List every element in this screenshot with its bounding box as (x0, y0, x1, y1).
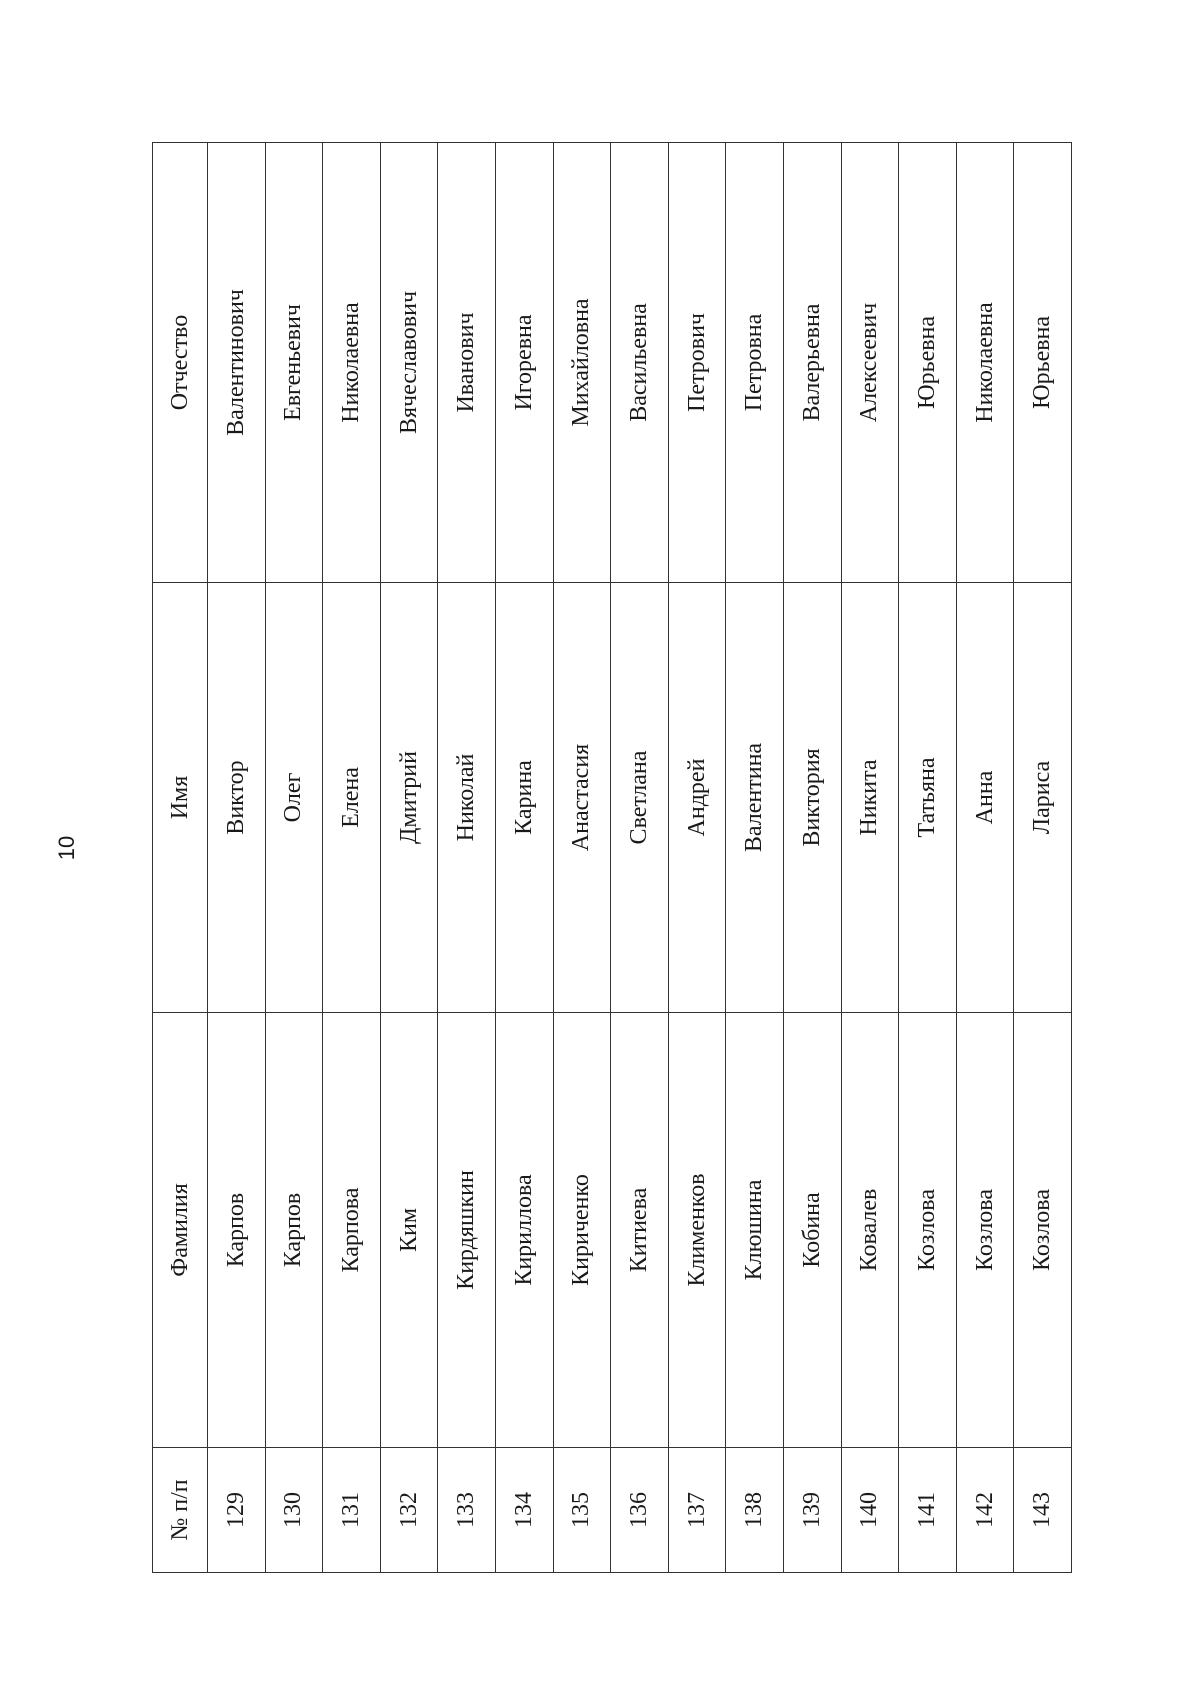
cell-num: 134 (495, 1448, 553, 1573)
register-table (152, 142, 1072, 1573)
header-name: Имя (153, 583, 208, 1013)
cell-surname: Козлова (899, 1013, 957, 1448)
cell-surname: Карпов (208, 1013, 266, 1448)
rotated-table-container (152, 143, 1072, 1573)
cell-num: 133 (438, 1448, 496, 1573)
cell-surname: Кобина (783, 1013, 841, 1448)
cell-name: Виктория (783, 583, 841, 1013)
cell-surname: Козлова (1014, 1013, 1072, 1448)
cell-num: 143 (1014, 1448, 1072, 1573)
cell-name: Валентина (726, 583, 784, 1013)
cell-patronymic: Петрович (668, 143, 726, 583)
cell-name: Андрей (668, 583, 726, 1013)
cell-num: 140 (841, 1448, 899, 1573)
header-row (153, 143, 208, 1573)
cell-surname: Кириченко (553, 1013, 611, 1448)
cell-patronymic: Юрьевна (1014, 143, 1072, 583)
cell-num: 130 (265, 1448, 323, 1573)
cell-patronymic: Юрьевна (899, 143, 957, 583)
table-row (783, 143, 841, 1573)
cell-patronymic: Игоревна (495, 143, 553, 583)
cell-surname: Ким (380, 1013, 438, 1448)
table-header (153, 143, 208, 1573)
cell-surname: Китиева (611, 1013, 669, 1448)
header-patronymic: Отчество (153, 143, 208, 583)
cell-name: Карина (495, 583, 553, 1013)
cell-num: 139 (783, 1448, 841, 1573)
cell-patronymic: Валерьевна (783, 143, 841, 583)
cell-num: 131 (323, 1448, 381, 1573)
cell-surname: Козлова (956, 1013, 1014, 1448)
header-num: № п/п (153, 1448, 208, 1573)
table-body (208, 143, 1072, 1573)
cell-num: 132 (380, 1448, 438, 1573)
cell-surname: Кирдяшкин (438, 1013, 496, 1448)
cell-surname: Кириллова (495, 1013, 553, 1448)
cell-surname: Ковалев (841, 1013, 899, 1448)
cell-patronymic: Вячеславович (380, 143, 438, 583)
table-row (380, 143, 438, 1573)
cell-name: Олег (265, 583, 323, 1013)
cell-patronymic: Николаевна (956, 143, 1014, 583)
table-row (668, 143, 726, 1573)
cell-surname: Карпова (323, 1013, 381, 1448)
cell-name: Анна (956, 583, 1014, 1013)
table-row (553, 143, 611, 1573)
table-row (899, 143, 957, 1573)
cell-surname: Клюшина (726, 1013, 784, 1448)
table-row (841, 143, 899, 1573)
cell-num: 129 (208, 1448, 266, 1573)
cell-name: Лариса (1014, 583, 1072, 1013)
cell-num: 142 (956, 1448, 1014, 1573)
table-row (726, 143, 784, 1573)
cell-name: Никита (841, 583, 899, 1013)
table-row (323, 143, 381, 1573)
cell-num: 135 (553, 1448, 611, 1573)
cell-patronymic: Алексеевич (841, 143, 899, 583)
cell-patronymic: Николаевна (323, 143, 381, 583)
table-row (265, 143, 323, 1573)
table-row (1014, 143, 1072, 1573)
cell-patronymic: Михайловна (553, 143, 611, 583)
cell-name: Елена (323, 583, 381, 1013)
cell-name: Виктор (208, 583, 266, 1013)
page-number: 10 (54, 835, 79, 861)
cell-name: Татьяна (899, 583, 957, 1013)
table-row (208, 143, 266, 1573)
cell-patronymic: Васильевна (611, 143, 669, 583)
cell-name: Дмитрий (380, 583, 438, 1013)
cell-num: 137 (668, 1448, 726, 1573)
cell-num: 141 (899, 1448, 957, 1573)
cell-num: 136 (611, 1448, 669, 1573)
cell-surname: Карпов (265, 1013, 323, 1448)
table-row (956, 143, 1014, 1573)
table-row (438, 143, 496, 1573)
cell-surname: Клименков (668, 1013, 726, 1448)
cell-name: Светлана (611, 583, 669, 1013)
cell-name: Николай (438, 583, 496, 1013)
cell-num: 138 (726, 1448, 784, 1573)
cell-patronymic: Иванович (438, 143, 496, 583)
table-row (611, 143, 669, 1573)
cell-patronymic: Евгеньевич (265, 143, 323, 583)
cell-patronymic: Петровна (726, 143, 784, 583)
table-row (495, 143, 553, 1573)
cell-patronymic: Валентинович (208, 143, 266, 583)
header-surname: Фамилия (153, 1013, 208, 1448)
cell-name: Анастасия (553, 583, 611, 1013)
